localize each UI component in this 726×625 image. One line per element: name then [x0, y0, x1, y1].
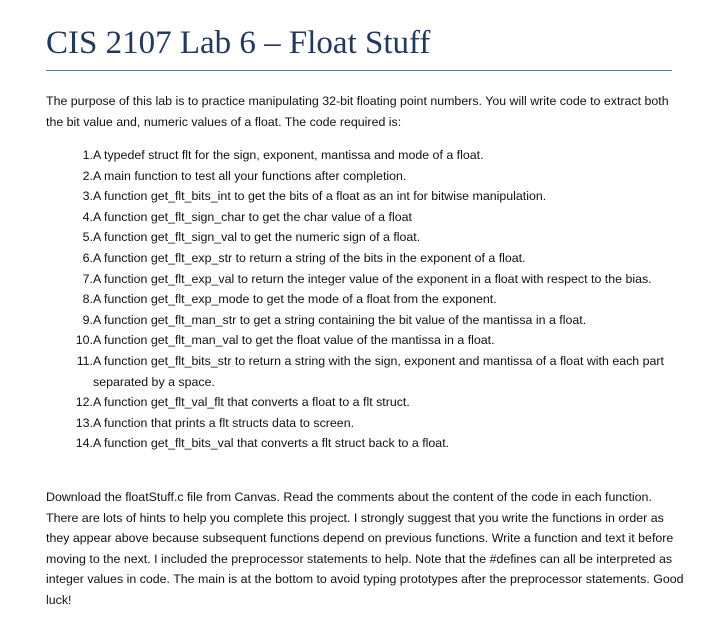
list-item-number: 12.	[75, 395, 93, 410]
list-item	[66, 310, 686, 331]
list-item-number: 6.	[82, 250, 93, 265]
list-item-text: A typedef struct flt for the sign, exponent, mantissa and mode of a float.	[93, 148, 484, 162]
list-item-number: 8.	[82, 292, 93, 307]
list-item	[66, 166, 686, 187]
intro-paragraph: The purpose of this lab is to practice manipulating 32-bit floating point numbers. You will write code to extract both the bit value and, numeric values of a float. The code required is:	[46, 94, 669, 129]
list-item	[66, 392, 686, 413]
list-item-text: A function get_flt_sign_val to get the numeric sign of a float.	[93, 230, 421, 245]
list-item	[66, 269, 686, 290]
list-item	[66, 227, 686, 248]
list-item-text: A function get_flt_bits_int to get the bits of a float as an int for bitwise manipulation.	[93, 189, 547, 204]
list-item-number: 3.	[82, 189, 93, 204]
list-item-text: A main function to test all your functions after completion.	[93, 168, 407, 183]
list-item	[66, 330, 686, 351]
requirements-list	[66, 145, 686, 454]
list-item-text: A function get_flt_bits_str to return a string with the sign, exponent and mantissa of a float with each part separated by a space.	[93, 353, 664, 389]
list-item-number: 5.	[82, 230, 93, 245]
list-item-text: A function get_flt_exp_val to return the integer value of the exponent in a float with respect to the bias.	[93, 271, 652, 286]
list-item-number: 9.	[82, 312, 93, 327]
list-item-text: A function get_flt_sign_char to get the char value of a float	[93, 209, 412, 224]
title-underline	[46, 70, 672, 71]
list-item	[66, 351, 686, 392]
list-item-number: 13.	[75, 415, 93, 430]
list-item-number: 10.	[75, 333, 93, 348]
list-item-text: A function get_flt_man_str to get a string containing the bit value of the mantissa in a float.	[93, 312, 587, 327]
list-item	[66, 433, 686, 454]
list-item	[66, 207, 686, 228]
list-item	[66, 289, 686, 310]
list-item-text: A function that prints a flt structs data to screen.	[93, 415, 355, 430]
instructions-paragraph: Download the floatStuff.c file from Canvas. Read the comments about the content of the code in each function. There are lots of hints to help you complete this project. I strongly suggest that you write the functions in order as they appear above because subsequent functions depend on previous functions. Write a function and text it before moving to the next. I included the preprocessor statements to help. Note that the #defines can all be interpreted as integer values in code. The main is at the bottom to avoid typing prototypes after the preprocessor statements. Good luck!	[46, 490, 684, 607]
list-item-text: A function get_flt_exp_mode to get the mode of a float from the exponent.	[93, 292, 497, 307]
list-item-number: 4.	[82, 209, 93, 224]
list-item-text: A function get_flt_man_val to get the float value of the mantissa in a float.	[93, 333, 495, 348]
list-item	[66, 248, 686, 269]
list-item-number: 2.	[82, 168, 93, 183]
list-item-text: A function get_flt_bits_val that converts a flt struct back to a float.	[93, 436, 450, 451]
document-title: CIS 2107 Lab 6 – Float Stuff	[46, 25, 431, 61]
list-item-number: 7.	[82, 271, 93, 286]
list-item-number: 11.	[76, 353, 93, 368]
list-item-number: 1.	[82, 148, 93, 162]
list-item-text: A function get_flt_val_flt that converts a float to a flt struct.	[93, 395, 410, 410]
list-item	[66, 413, 686, 434]
list-item-text: A function get_flt_exp_str to return a string of the bits in the exponent of a float.	[93, 250, 526, 265]
list-item	[66, 186, 686, 207]
list-item-number: 14.	[75, 436, 93, 451]
list-item	[66, 145, 686, 166]
